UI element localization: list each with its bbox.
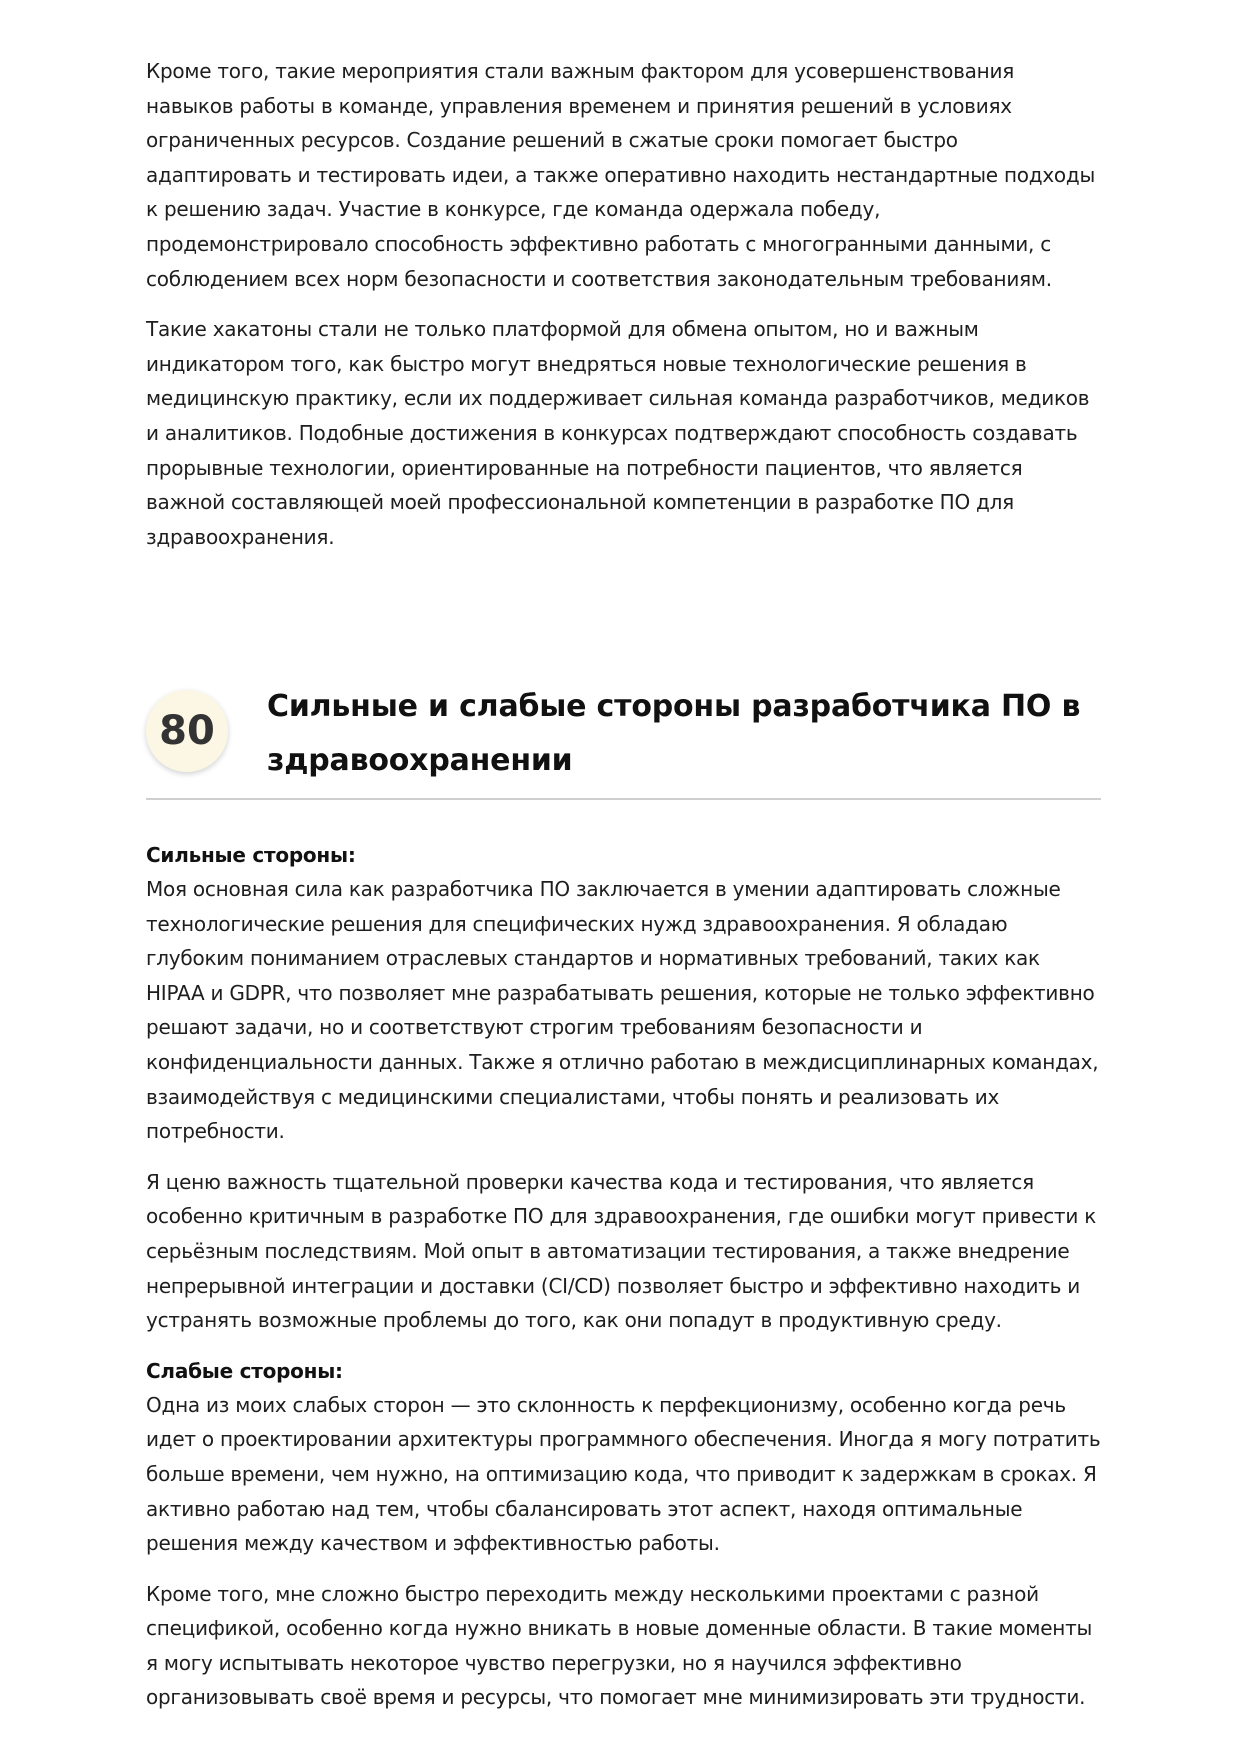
- intro-paragraph-2: Такие хакатоны стали не только платформой для обмена опытом, но и важным индикатором того, как быстро могут внедряться новые технологические решения в медицинскую практику, если их поддерживает сильная команда разработчиков, медиков и аналитиков. Подобные достижения в конкурсах подтверждают способность создавать прорывные технологии, ориентированные на потребности пациентов, что является важной составляющей моей профессиональной компетенции в разработке ПО для здравоохранения.: [146, 317, 1090, 549]
- section-title: Сильные и слабые стороны разработчика ПО в здравоохранении: [267, 689, 1081, 778]
- section-header: [146, 680, 1101, 800]
- strengths-paragraph-2: Я ценю важность тщательной проверки качества кода и тестирования, что является особенно критичным в разработке ПО для здравоохранения, где ошибки могут привести к серьёзным последствиям. Мой опыт в автоматизации тестирования, а также внедрение непрерывной интеграции и доставки (CI/CD) позволяет быстро и эффективно находить и устранять возможные проблемы до того, как они попадут в продуктивную среду.: [146, 1169, 1097, 1333]
- intro-text: [146, 54, 1101, 554]
- strengths-paragraph-1: Моя основная сила как разработчика ПО заключается в умении адаптировать сложные технологические решения для специфических нужд здравоохранения. Я обладаю глубоким пониманием отраслевых стандартов и нормативных требований, таких как HIPAA и GDPR, что позволяет мне разрабатывать решения, которые не только эффективно решают задачи, но и соответствуют строгим требованиям безопасности и конфиденциальности данных. Также я отлично работаю в междисциплинарных командах, взаимодействуя с медицинскими специалистами, чтобы понять и реализовать их потребности.: [146, 877, 1099, 1144]
- strengths-heading: Сильные стороны:: [146, 843, 356, 867]
- weaknesses-paragraph-1: Одна из моих слабых сторон — это склонность к перфекционизму, особенно когда речь идет о проектировании архитектуры программного обеспечения. Иногда я могу потратить больше времени, чем нужно, на оптимизацию кода, что приводит к задержкам в сроках. Я активно работаю над тем, чтобы сбалансировать этот аспект, находя оптимальные решения между качеством и эффективностью работы.: [146, 1392, 1101, 1556]
- section-body: [146, 838, 1101, 1715]
- weaknesses-paragraph-2: Кроме того, мне сложно быстро переходить между несколькими проектами с разной спецификой, особенно когда нужно вникать в новые доменные области. В такие моменты я могу испытывать некоторое чувство перегрузки, но я научился эффективно организовывать своё время и ресурсы, что помогает мне минимизировать эти трудности.: [146, 1581, 1093, 1710]
- section-number-badge: 80: [146, 690, 228, 772]
- intro-paragraph-1: Кроме того, такие мероприятия стали важным фактором для усовершенствования навыков работы в команде, управления временем и принятия решений в условиях ограниченных ресурсов. Создание решений в сжатые сроки помогает быстро адаптировать и тестировать идеи, а также оперативно находить нестандартные подходы к решению задач. Участие в конкурсе, где команда одержала победу, продемонстрировало способность эффективно работать с многогранными данными, с соблюдением всех норм безопасности и соответствия законодательным требованиям.: [146, 59, 1096, 291]
- weaknesses-heading: Слабые стороны:: [146, 1358, 343, 1383]
